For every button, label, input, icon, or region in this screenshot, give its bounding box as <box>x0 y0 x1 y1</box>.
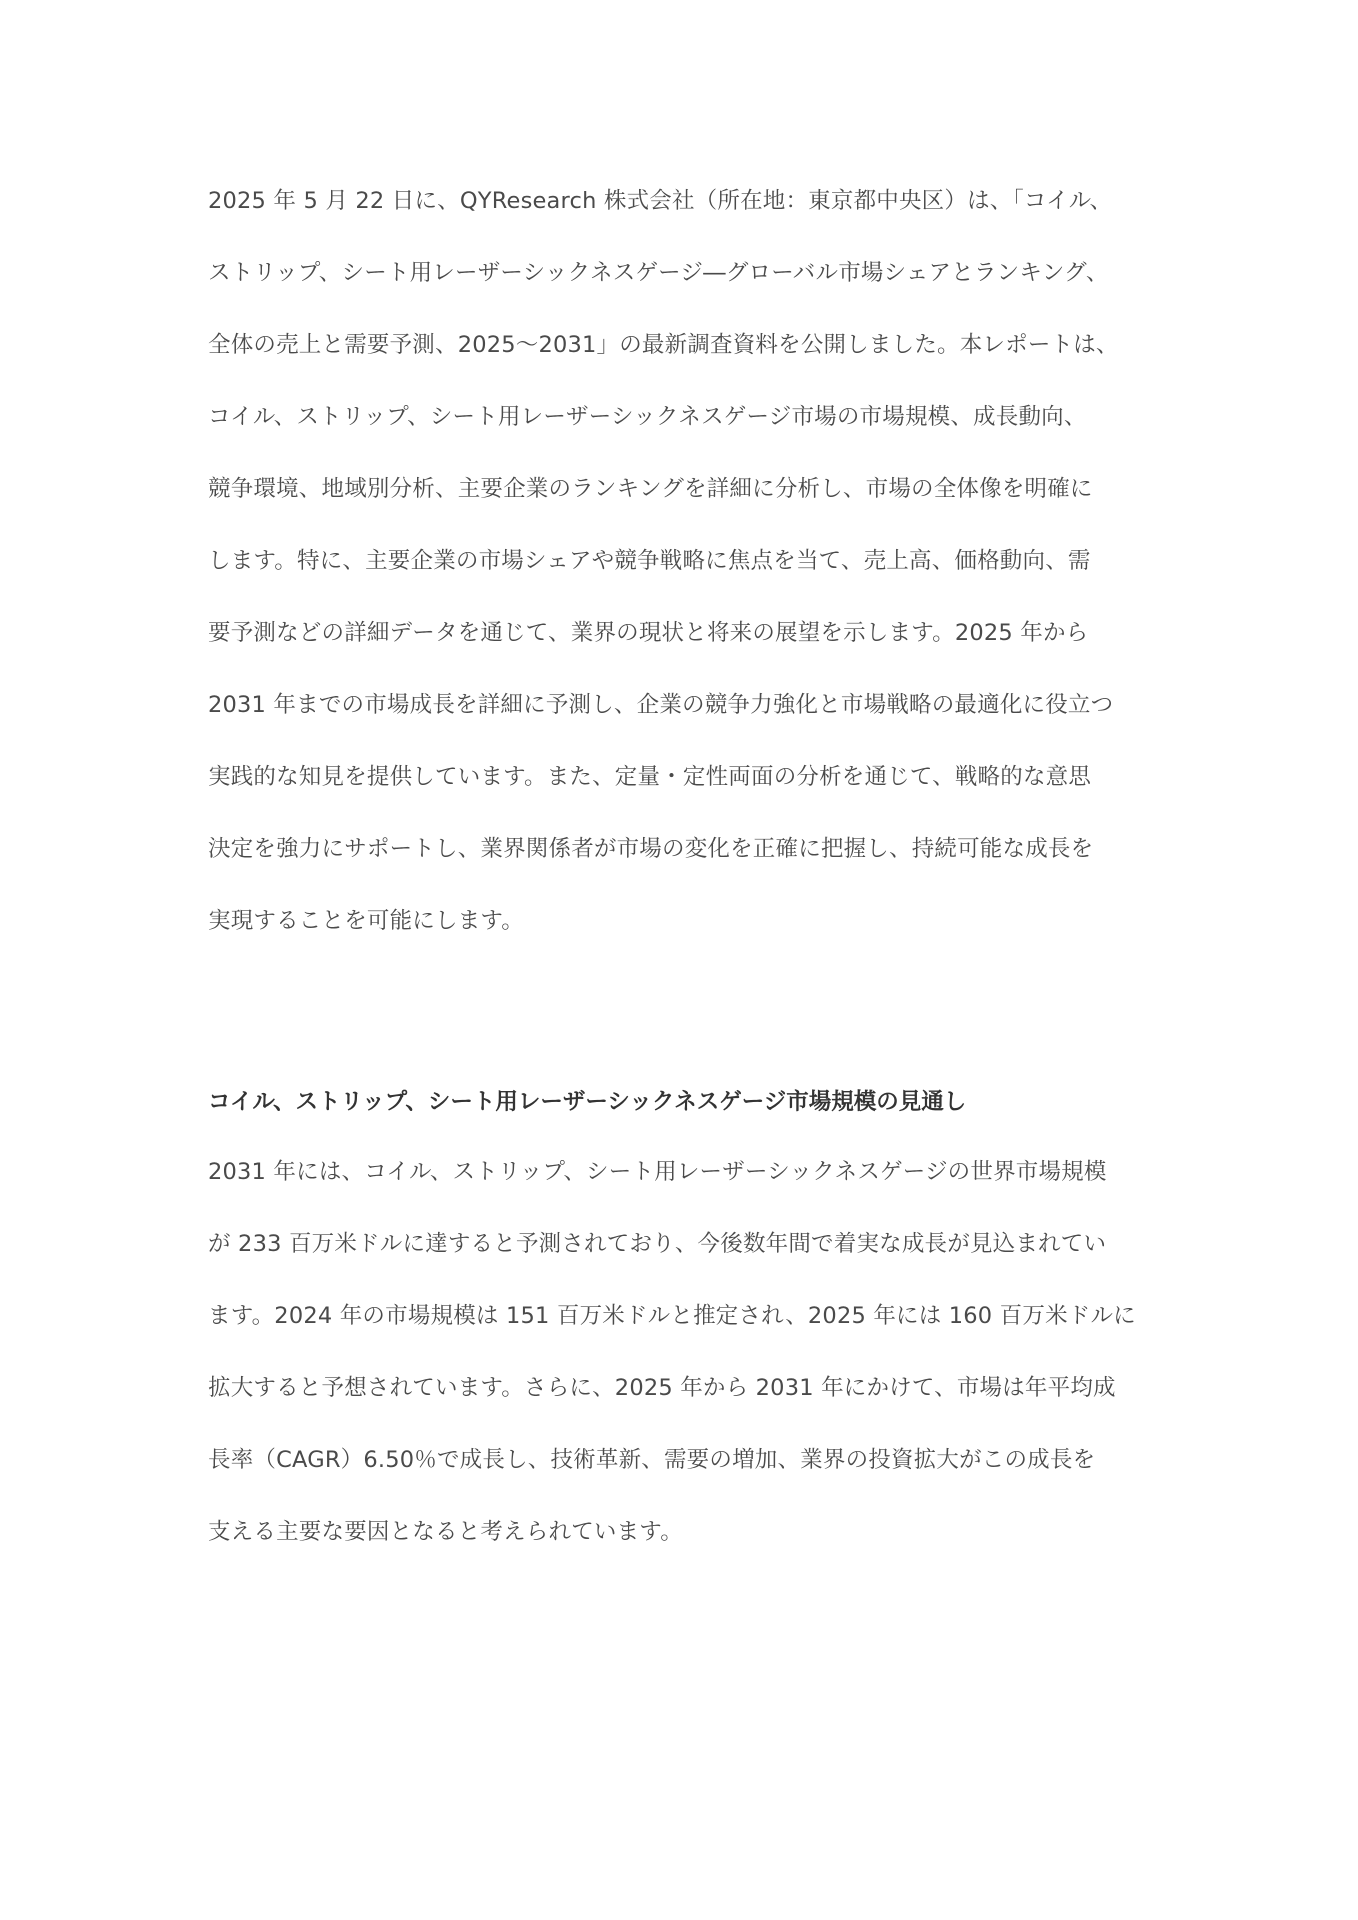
text-line: 要予測などの詳細データを通じて、業界の現状と将来の展望を示します。2025 年から <box>208 620 1089 646</box>
intro-paragraph <box>208 165 1168 957</box>
text-line: 2031 年には、コイル、ストリップ、シート用レーザーシックネスゲージの世界市場規模 <box>208 1159 1107 1185</box>
text-line: 競争環境、地域別分析、主要企業のランキングを詳細に分析し、市場の全体像を明確に <box>208 476 1093 502</box>
text-line: 実践的な知見を提供しています。また、定量・定性両面の分析を通じて、戦略的な意思 <box>208 764 1092 790</box>
text-line: ます。2024 年の市場規模は 151 百万米ドルと推定され、2025 年には 160 百万米ドルに <box>208 1303 1136 1329</box>
text-line: 決定を強力にサポートし、業界関係者が市場の変化を正確に把握し、持続可能な成長を <box>208 836 1094 862</box>
text-line: 2031 年までの市場成長を詳細に予測し、企業の競争力強化と市場戦略の最適化に役立つ <box>208 692 1114 718</box>
text-line: 2025 年 5 月 22 日に、QYResearch 株式会社（所在地：東京都中央区）は、「コイル、 <box>208 188 1113 214</box>
text-line: ストリップ、シート用レーザーシックネスゲージ―グローバル市場シェアとランキング、 <box>208 260 1109 286</box>
text-line: 全体の売上と需要予測、2025～2031」の最新調査資料を公開しました。本レポートは、 <box>208 332 1119 358</box>
text-line: 長率（CAGR）6.50％で成長し、技術革新、需要の増加、業界の投資拡大がこの成長を <box>208 1447 1096 1473</box>
text-line: が 233 百万米ドルに達すると予測されており、今後数年間で着実な成長が見込まれてい <box>208 1231 1107 1257</box>
text-line: します。特に、主要企業の市場シェアや競争戦略に焦点を当て、売上高、価格動向、需 <box>208 548 1091 574</box>
text-line: 拡大すると予想されています。さらに、2025 年から 2031 年にかけて、市場は年平均成 <box>208 1375 1116 1401</box>
text-line: 実現することを可能にします。 <box>208 908 525 934</box>
section-heading: コイル、ストリップ、シート用レーザーシックネスゲージ市場規模の見通し <box>208 1089 967 1115</box>
text-line: コイル、ストリップ、シート用レーザーシックネスゲージ市場の市場規模、成長動向、 <box>208 404 1087 430</box>
text-line: 支える主要な要因となると考えられています。 <box>208 1519 683 1545</box>
outlook-paragraph <box>208 1136 1168 1568</box>
